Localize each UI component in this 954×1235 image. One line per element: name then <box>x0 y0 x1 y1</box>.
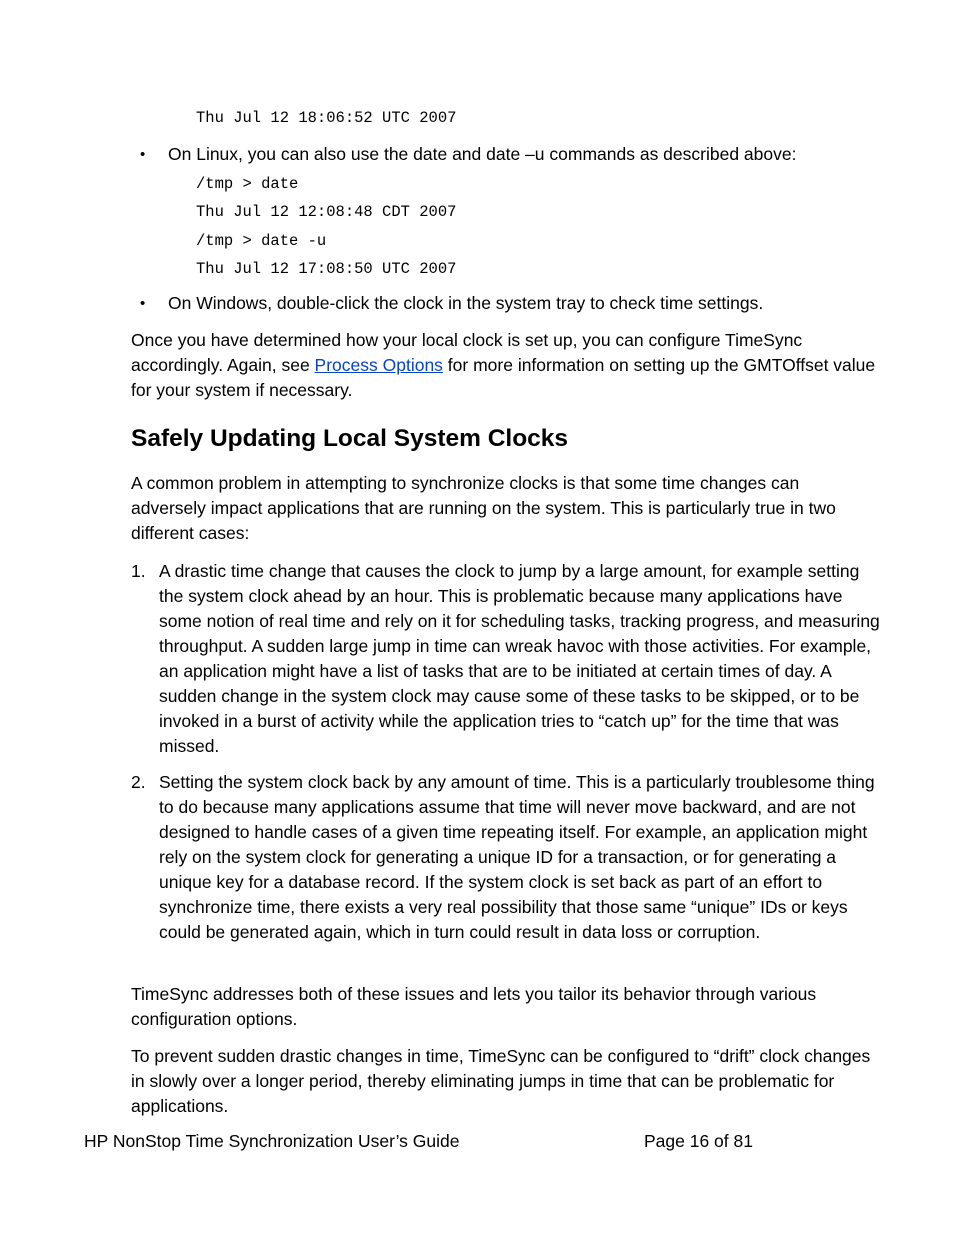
footer-page-number: Page 16 of 81 <box>644 1131 753 1151</box>
item-text: A drastic time change that causes the clock to jump by a large amount, for example setting the system clock ahead by an hour. This is problematic because many applications have some notion of real time and rely on it for scheduling tasks, tracking progress, and measuring throughput. A sudden large jump in time can wreak havoc with those activities. For example, an application might have a list of tasks that are to be initiated at certain times of day. A sudden change in the system clock may cause some of these tasks to be skipped, or to be invoked in a burst of activity while the application tries to “catch up” for the time that was missed. <box>159 561 880 756</box>
paragraph-intro: A common problem in attempting to synchronize clocks is that some time changes can adversely impact applications that are running on the system. This is particularly true in two different cases: <box>131 473 836 543</box>
bullet-symbol: • <box>140 295 146 312</box>
code-line-utc-output: Thu Jul 12 17:08:50 UTC 2007 <box>196 260 457 278</box>
bullet-symbol: • <box>140 146 146 163</box>
item-number: 1. <box>131 561 146 581</box>
section-heading: Safely Updating Local System Clocks <box>131 425 569 452</box>
paragraph-drift: To prevent sudden drastic changes in time, TimeSync can be configured to “drift” clock changes in slowly over a longer period, thereby eliminating jumps in time that can be problematic for applications. <box>131 1046 871 1116</box>
code-line-date-cmd: /tmp > date <box>196 175 299 193</box>
item-text: Setting the system clock back by any amount of time. This is a particularly troublesome thing to do because many applications assume that time will never move backward, and are not designed to handle cases of a given time repeating itself. For example, an application might rely on the system clock for generating a unique ID for a transaction, or for generating a unique key for a database record. If the system clock is set back as part of an effort to synchronize time, there exists a very real possibility that those same “unique” IDs or keys could be generated again, which in turn could result in data loss or corruption. <box>159 772 875 942</box>
paragraph-addresses: TimeSync addresses both of these issues and lets you tailor its behavior through various configuration options. <box>131 984 817 1029</box>
bullet-text: On Windows, double-click the clock in the system tray to check time settings. <box>168 293 764 313</box>
bullet-text: On Linux, you can also use the date and date –u commands as described above: <box>168 144 797 164</box>
process-options-link[interactable]: Process Options <box>314 355 443 375</box>
paragraph-text: for more information on setting up the GMTOffset value for your system if necessary. <box>131 355 876 400</box>
footer-title: HP NonStop Time Synchronization User’s Guide <box>84 1131 460 1151</box>
item-number: 2. <box>131 772 146 792</box>
paragraph-configure <box>131 328 876 403</box>
code-line-date-u-cmd: /tmp > date -u <box>196 232 327 250</box>
code-line-cdt-output: Thu Jul 12 12:08:48 CDT 2007 <box>196 203 457 221</box>
code-line-utc-time: Thu Jul 12 18:06:52 UTC 2007 <box>196 109 457 127</box>
paragraph-text: Once you have determined how your local clock is set up, you can configure TimeSync accordingly. Again, see <box>131 330 803 375</box>
